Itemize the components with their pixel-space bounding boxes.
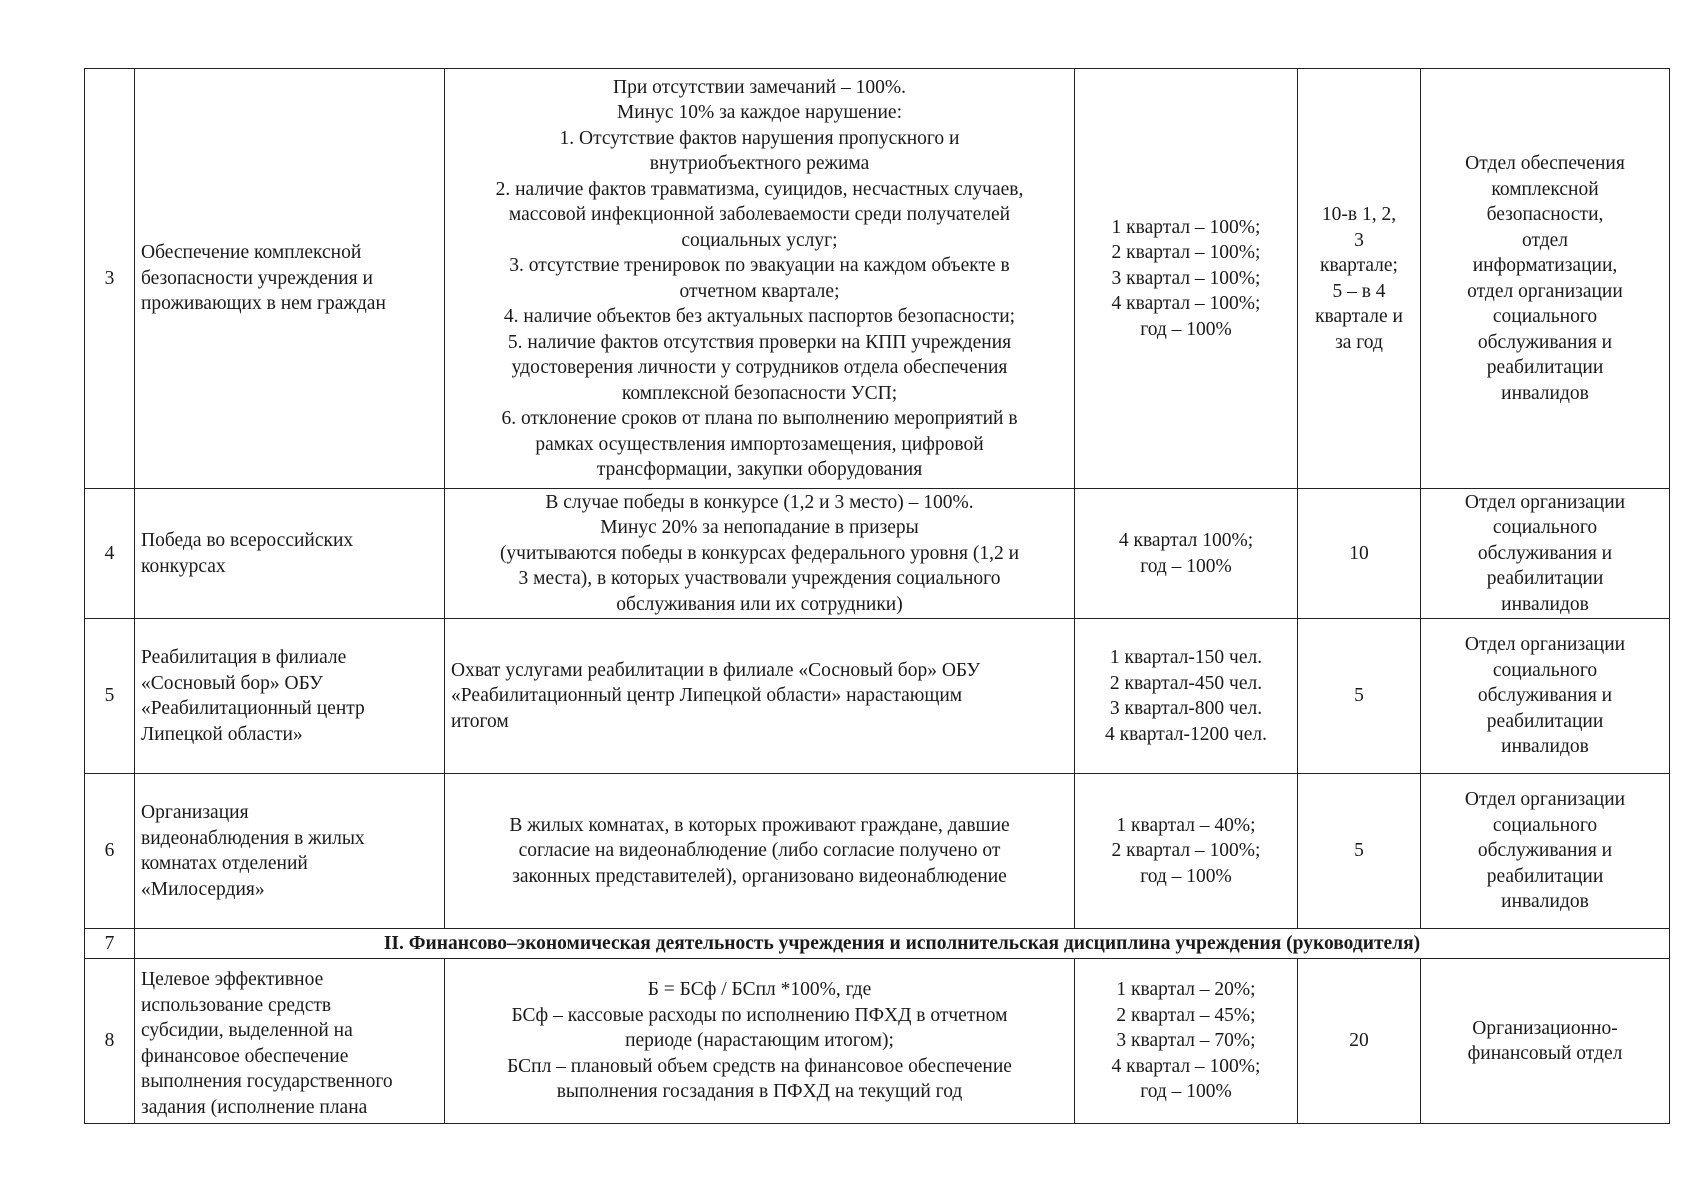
responsible-dept: Отдел организации социального обслуживания и реабилитации инвалидов [1421, 774, 1670, 929]
target-values: 1 квартал – 100%; 2 квартал – 100%; 3 квартал – 100%; 4 квартал – 100%; год – 100% [1075, 69, 1298, 489]
table-row [85, 774, 1670, 929]
indicator-criteria: При отсутствии замечаний – 100%. Минус 10% за каждое нарушение: 1. Отсутствие фактов нарушения пропускного и внутриобъектного режима 2. наличие фактов травматизма, суицидов, несчастных случаев, массовой инфекционной заболеваемости среди получателей социальных услуг; 3. отсутствие тренировок по эвакуации на каждом объекте в отчетном квартале; 4. наличие объектов без актуальных паспортов безопасности; 5. наличие фактов отсутствия проверки на КПП учреждения удостоверения личности у сотрудников отдела обеспечения комплексной безопасности УСП; 6. отклонение сроков от плана по выполнению мероприятий в рамках осуществления импортозамещения, цифровой трансформации, закупки оборудования [445, 69, 1075, 489]
indicator-criteria: Охват услугами реабилитации в филиале «Сосновый бор» ОБУ «Реабилитационный центр Липецкой области» нарастающим итогом [445, 619, 1075, 774]
section-header-row [85, 929, 1670, 959]
row-number: 8 [85, 959, 135, 1124]
indicator-criteria: В жилых комнатах, в которых проживают граждане, давшие согласие на видеонаблюдение (либо согласие получено от законных представителей), организовано видеонаблюдение [445, 774, 1075, 929]
row-number: 5 [85, 619, 135, 774]
points: 10-в 1, 2, 3 квартале; 5 – в 4 квартале и за год [1298, 69, 1421, 489]
target-values: 1 квартал – 40%; 2 квартал – 100%; год – 100% [1075, 774, 1298, 929]
table-row [85, 959, 1670, 1124]
table-row [85, 69, 1670, 489]
target-values: 4 квартал 100%; год – 100% [1075, 489, 1298, 619]
responsible-dept: Отдел организации социального обслуживания и реабилитации инвалидов [1421, 489, 1670, 619]
row-number: 7 [85, 929, 135, 959]
indicator-name: Целевое эффективное использование средств субсидии, выделенной на финансовое обеспечение выполнения государственного задания (исполнение плана [135, 959, 445, 1124]
indicator-name: Реабилитация в филиале «Сосновый бор» ОБУ «Реабилитационный центр Липецкой области» [135, 619, 445, 774]
section-title: II. Финансово–экономическая деятельность учреждения и исполнительская дисциплина учреждения (руководителя) [135, 929, 1670, 959]
indicator-criteria: В случае победы в конкурсе (1,2 и 3 место) – 100%. Минус 20% за непопадание в призеры (учитываются победы в конкурсах федерального уровня (1,2 и 3 места), в которых участвовали учреждения социального обслуживания или их сотрудники) [445, 489, 1075, 619]
target-values: 1 квартал – 20%; 2 квартал – 45%; 3 квартал – 70%; 4 квартал – 100%; год – 100% [1075, 959, 1298, 1124]
row-number: 3 [85, 69, 135, 489]
points: 5 [1298, 619, 1421, 774]
target-values: 1 квартал-150 чел. 2 квартал-450 чел. 3 квартал-800 чел. 4 квартал-1200 чел. [1075, 619, 1298, 774]
indicator-name: Победа во всероссийских конкурсах [135, 489, 445, 619]
points: 5 [1298, 774, 1421, 929]
table-row [85, 489, 1670, 619]
responsible-dept: Отдел обеспечения комплексной безопасности, отдел информатизации, отдел организации социального обслуживания и реабилитации инвалидов [1421, 69, 1670, 489]
indicator-name: Организация видеонаблюдения в жилых комнатах отделений «Милосердия» [135, 774, 445, 929]
points: 20 [1298, 959, 1421, 1124]
indicator-criteria: Б = БСф / БСпл *100%, где БСф – кассовые расходы по исполнению ПФХД в отчетном периоде (нарастающим итогом); БСпл – плановый объем средств на финансовое обеспечение выполнения госзадания в ПФХД на текущий год [445, 959, 1075, 1124]
row-number: 4 [85, 489, 135, 619]
table-row [85, 619, 1670, 774]
indicator-name: Обеспечение комплексной безопасности учреждения и проживающих в нем граждан [135, 69, 445, 489]
indicators-table [84, 68, 1670, 1124]
responsible-dept: Организационно- финансовый отдел [1421, 959, 1670, 1124]
row-number: 6 [85, 774, 135, 929]
points: 10 [1298, 489, 1421, 619]
responsible-dept: Отдел организации социального обслуживания и реабилитации инвалидов [1421, 619, 1670, 774]
